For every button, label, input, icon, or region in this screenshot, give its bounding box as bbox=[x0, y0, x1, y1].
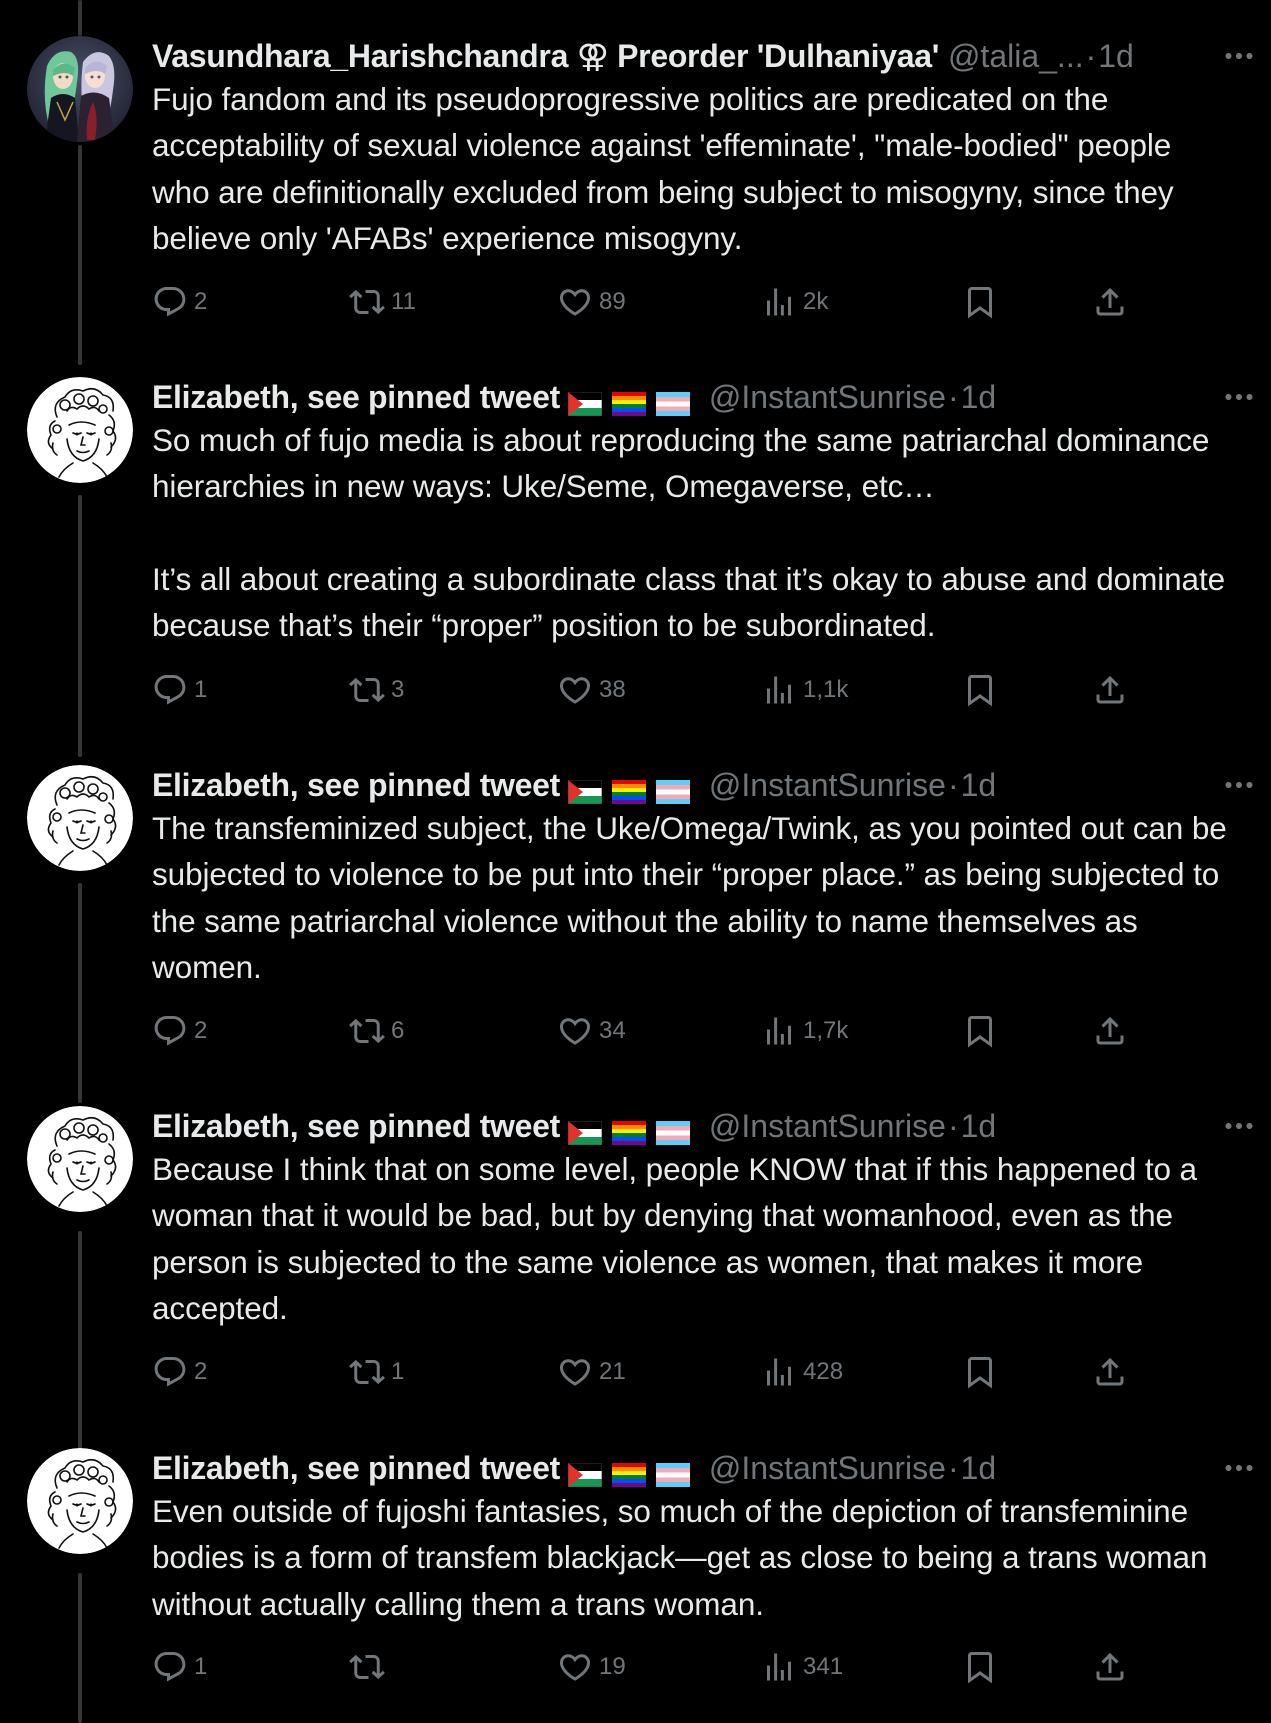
separator-dot: · bbox=[947, 767, 959, 803]
like-count: 21 bbox=[599, 1358, 626, 1385]
separator-dot: · bbox=[947, 379, 959, 415]
timestamp[interactable]: 1d bbox=[960, 767, 997, 803]
retweet-count: 3 bbox=[391, 676, 405, 703]
timestamp[interactable]: 1d bbox=[1098, 38, 1134, 74]
bookmark-icon bbox=[962, 284, 998, 320]
like-button[interactable] bbox=[557, 282, 626, 322]
tweet-actions bbox=[152, 1647, 1132, 1687]
reply-button[interactable] bbox=[152, 1352, 207, 1392]
flag-emojis bbox=[568, 769, 700, 809]
retweet-count: 11 bbox=[391, 288, 416, 315]
like-count: 19 bbox=[599, 1653, 626, 1680]
display-name[interactable]: Elizabeth, see pinned tweet bbox=[152, 1450, 560, 1486]
display-name[interactable]: Elizabeth, see pinned tweet bbox=[152, 1108, 560, 1144]
like-count: 34 bbox=[599, 1017, 626, 1044]
like-button[interactable] bbox=[557, 670, 626, 710]
reply-button[interactable] bbox=[152, 282, 207, 322]
flag-emojis bbox=[568, 1452, 700, 1492]
tweet-header bbox=[152, 765, 1251, 805]
tweet-actions bbox=[152, 282, 1132, 322]
palestine-flag-icon bbox=[568, 392, 602, 416]
share-icon bbox=[1092, 672, 1128, 708]
display-name[interactable]: Elizabeth, see pinned tweet bbox=[152, 379, 560, 415]
share-button[interactable] bbox=[1092, 282, 1128, 322]
like-button[interactable] bbox=[557, 1647, 626, 1687]
retweet-button[interactable] bbox=[349, 1011, 404, 1051]
timestamp[interactable]: 1d bbox=[960, 1108, 997, 1144]
like-button[interactable] bbox=[557, 1011, 626, 1051]
palestine-flag-icon bbox=[568, 780, 602, 804]
bookmark-icon bbox=[962, 1354, 998, 1390]
reply-button[interactable] bbox=[152, 1647, 207, 1687]
share-icon bbox=[1092, 1013, 1128, 1049]
handle[interactable]: @InstantSunrise bbox=[708, 1450, 946, 1486]
separator-dot: · bbox=[947, 1108, 959, 1144]
bookmark-button[interactable] bbox=[962, 670, 998, 710]
reply-icon bbox=[152, 284, 188, 320]
views-button[interactable] bbox=[761, 1647, 843, 1687]
rainbow-pride-flag-icon bbox=[612, 1463, 646, 1487]
transgender-flag-icon bbox=[656, 1463, 690, 1487]
retweet-icon bbox=[349, 672, 385, 708]
palestine-flag-icon bbox=[568, 1463, 602, 1487]
reply-icon bbox=[152, 672, 188, 708]
tweet-header bbox=[152, 1448, 1251, 1488]
view-count: 2k bbox=[803, 288, 829, 315]
display-name[interactable]: Elizabeth, see pinned tweet bbox=[152, 767, 560, 803]
flag-emojis bbox=[568, 381, 700, 421]
views-icon bbox=[761, 1649, 797, 1685]
avatar[interactable] bbox=[27, 1448, 133, 1554]
transgender-flag-icon bbox=[656, 780, 690, 804]
share-icon bbox=[1092, 284, 1128, 320]
views-button[interactable] bbox=[761, 670, 848, 710]
retweet-button[interactable] bbox=[349, 670, 404, 710]
handle[interactable]: @InstantSunrise bbox=[708, 767, 946, 803]
retweet-icon bbox=[349, 1013, 385, 1049]
share-button[interactable] bbox=[1092, 1647, 1128, 1687]
transgender-flag-icon bbox=[656, 1121, 690, 1145]
view-count: 428 bbox=[803, 1358, 844, 1385]
views-icon bbox=[761, 672, 797, 708]
view-count: 341 bbox=[803, 1653, 844, 1680]
retweet-icon bbox=[349, 1354, 385, 1390]
reply-count: 2 bbox=[194, 288, 208, 315]
tweet-text: Because I think that on some level, people KNOW that if this happened to a woman that it would be bad, but by denying that womanhood, even as the person is subjected to the same violence as women, that makes it more accepted. bbox=[152, 1151, 1206, 1326]
rainbow-pride-flag-icon bbox=[612, 392, 646, 416]
timestamp[interactable]: 1d bbox=[960, 379, 997, 415]
timestamp[interactable]: 1d bbox=[960, 1450, 997, 1486]
views-button[interactable] bbox=[761, 1352, 843, 1392]
heart-icon bbox=[557, 1354, 593, 1390]
reply-icon bbox=[152, 1354, 188, 1390]
display-name[interactable]: Vasundhara_Harishchandra bbox=[152, 38, 569, 74]
share-button[interactable] bbox=[1092, 1352, 1128, 1392]
tweet-actions bbox=[152, 670, 1132, 710]
reply-count: 2 bbox=[194, 1358, 208, 1385]
tweet-header bbox=[152, 36, 1251, 76]
heart-icon bbox=[557, 1013, 593, 1049]
rainbow-pride-flag-icon bbox=[612, 780, 646, 804]
reply-icon bbox=[152, 1649, 188, 1685]
avatar[interactable] bbox=[27, 36, 133, 142]
reply-count: 1 bbox=[194, 676, 208, 703]
display-name-suffix: ⚢ Preorder 'Dulhaniyaa' bbox=[576, 38, 940, 74]
avatar[interactable] bbox=[27, 377, 133, 483]
tweet-header bbox=[152, 377, 1251, 417]
thread-line bbox=[78, 1231, 82, 1451]
bookmark-button[interactable] bbox=[962, 282, 998, 322]
handle[interactable]: @talia_... bbox=[947, 38, 1084, 74]
share-icon bbox=[1092, 1354, 1128, 1390]
heart-icon bbox=[557, 1649, 593, 1685]
handle[interactable]: @InstantSunrise bbox=[708, 379, 946, 415]
palestine-flag-icon bbox=[568, 1121, 602, 1145]
avatar[interactable] bbox=[27, 1106, 133, 1212]
tweet-header bbox=[152, 1106, 1251, 1146]
tweet-text: So much of fujo media is about reproducing the same patriarchal dominance hierarchies in new ways: Uke/Seme, Omegaverse, etc… It’s all about creating a subordinate class that it’s okay to abuse and dominate because that’s their “proper” position to be subordinated. bbox=[152, 422, 1226, 644]
tweet-text: Even outside of fujoshi fantasies, so much of the depiction of transfeminine bodies is a form of transfem blackjack—get as close to being a trans woman without actually calling them a trans woman. bbox=[152, 1493, 1217, 1622]
view-count: 1,1k bbox=[803, 676, 849, 703]
share-icon bbox=[1092, 1649, 1128, 1685]
separator-dot: · bbox=[1085, 38, 1097, 74]
more-icon[interactable] bbox=[1221, 36, 1257, 76]
views-icon bbox=[761, 1013, 797, 1049]
like-count: 89 bbox=[599, 288, 626, 315]
avatar[interactable] bbox=[27, 765, 133, 871]
reply-button[interactable] bbox=[152, 670, 207, 710]
reply-count: 1 bbox=[194, 1653, 208, 1680]
tweet-text: The transfeminized subject, the Uke/Omega/Twink, as you pointed out can be subjected to violence to be put into their “proper place.” as being subjected to the same patriarchal violence without the ability to name themselves as women. bbox=[152, 810, 1236, 985]
heart-icon bbox=[557, 672, 593, 708]
views-button[interactable] bbox=[761, 282, 828, 322]
more-icon[interactable] bbox=[1221, 377, 1257, 417]
retweet-count: 6 bbox=[391, 1017, 405, 1044]
more-icon[interactable] bbox=[1221, 765, 1257, 805]
thread-line bbox=[78, 883, 82, 1103]
separator-dot: · bbox=[947, 1450, 959, 1486]
views-icon bbox=[761, 1354, 797, 1390]
retweet-icon bbox=[349, 1649, 385, 1685]
tweet-actions bbox=[152, 1011, 1132, 1051]
tweet-actions bbox=[152, 1352, 1132, 1392]
flag-emojis bbox=[568, 1110, 700, 1150]
views-icon bbox=[761, 284, 797, 320]
more-icon[interactable] bbox=[1221, 1106, 1257, 1146]
bookmark-icon bbox=[962, 672, 998, 708]
retweet-button[interactable] bbox=[349, 282, 416, 322]
thread-line bbox=[78, 145, 82, 365]
more-icon[interactable] bbox=[1221, 1448, 1257, 1488]
like-count: 38 bbox=[599, 676, 626, 703]
views-button[interactable] bbox=[761, 1011, 848, 1051]
bookmark-button[interactable] bbox=[962, 1011, 998, 1051]
thread-line bbox=[78, 495, 82, 757]
reply-count: 2 bbox=[194, 1017, 208, 1044]
bookmark-button[interactable] bbox=[962, 1352, 998, 1392]
transgender-flag-icon bbox=[656, 392, 690, 416]
reply-icon bbox=[152, 1013, 188, 1049]
retweet-button[interactable] bbox=[349, 1647, 391, 1687]
thread-line bbox=[78, 1573, 82, 1723]
bookmark-icon bbox=[962, 1013, 998, 1049]
handle[interactable]: @InstantSunrise bbox=[708, 1108, 946, 1144]
like-button[interactable] bbox=[557, 1352, 626, 1392]
heart-icon bbox=[557, 284, 593, 320]
share-button[interactable] bbox=[1092, 670, 1128, 710]
retweet-button[interactable] bbox=[349, 1352, 404, 1392]
view-count: 1,7k bbox=[803, 1017, 849, 1044]
bookmark-button[interactable] bbox=[962, 1647, 998, 1687]
retweet-icon bbox=[349, 284, 385, 320]
bookmark-icon bbox=[962, 1649, 998, 1685]
rainbow-pride-flag-icon bbox=[612, 1121, 646, 1145]
tweet-text: Fujo fandom and its pseudoprogressive politics are predicated on the acceptability of sexual violence against 'effeminate', "male-bodied" people who are definitionally excluded from being subject to misogyny, since they believe only 'AFABs' experience misogyny. bbox=[152, 81, 1183, 256]
thread-line bbox=[78, 0, 82, 36]
reply-button[interactable] bbox=[152, 1011, 207, 1051]
share-button[interactable] bbox=[1092, 1011, 1128, 1051]
retweet-count: 1 bbox=[391, 1358, 405, 1385]
